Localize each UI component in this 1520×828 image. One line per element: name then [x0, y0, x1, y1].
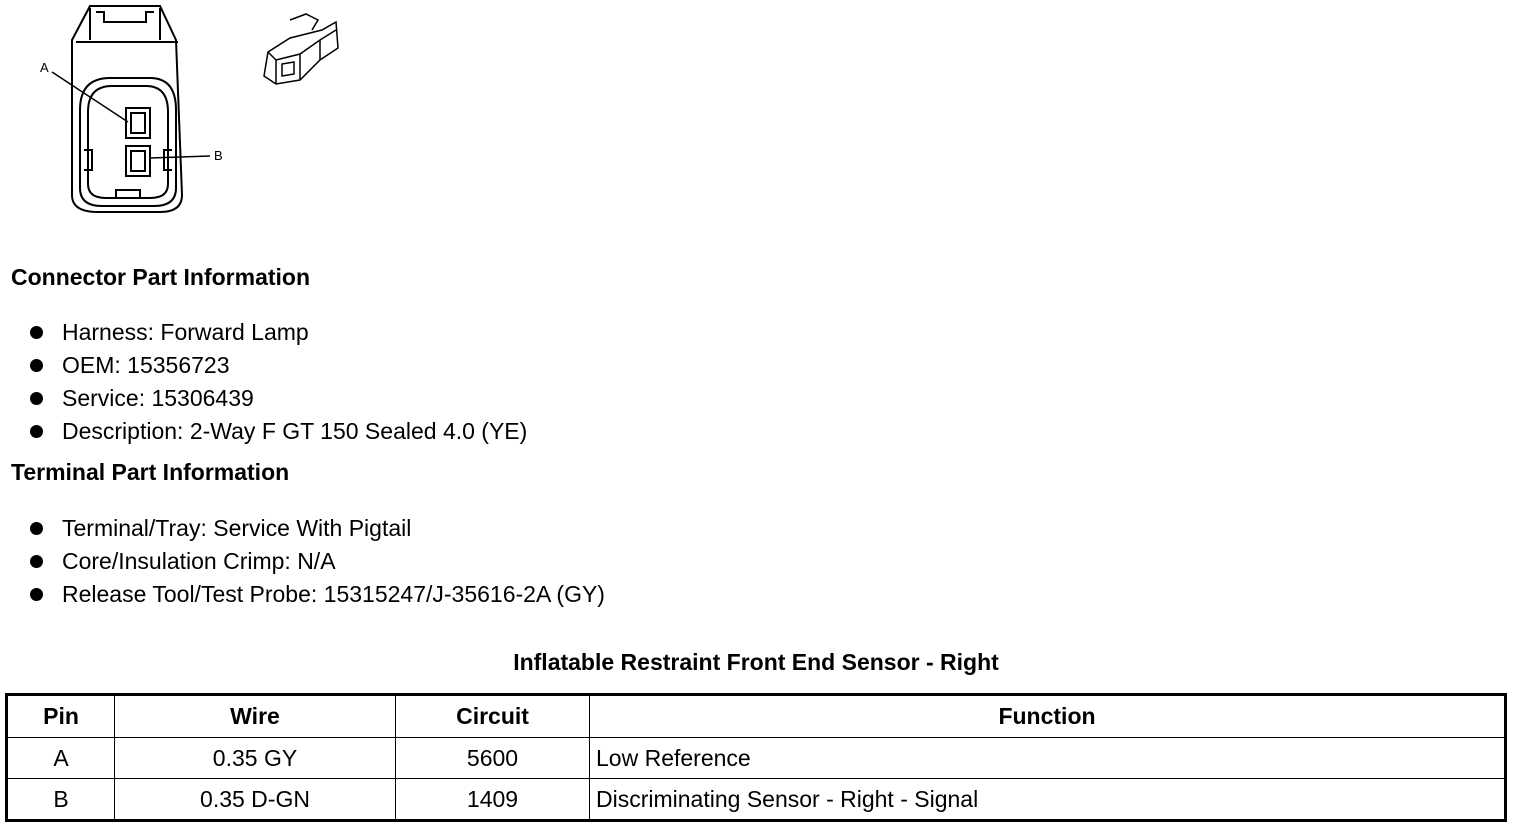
pin-column-header: Pin: [7, 695, 115, 738]
connector-info-heading: Connector Part Information: [11, 264, 311, 290]
table-header-row: [7, 695, 1506, 738]
function-column-header: Function: [590, 695, 1506, 738]
crimp-text: Core/Insulation Crimp: N/A: [62, 548, 336, 574]
pin-cell: B: [7, 779, 115, 821]
pin-cell: A: [7, 738, 115, 779]
list-item: [30, 349, 527, 382]
wire-cell: 0.35 D-GN: [115, 779, 396, 821]
bullet-icon: [30, 555, 43, 568]
function-cell: Discriminating Sensor - Right - Signal: [590, 779, 1506, 821]
bullet-icon: [30, 392, 43, 405]
pin-table: [5, 693, 1507, 822]
bullet-icon: [30, 425, 43, 438]
list-item: [30, 382, 527, 415]
bullet-icon: [30, 326, 43, 339]
list-item: [30, 578, 605, 611]
list-item: [30, 512, 605, 545]
wire-column-header: Wire: [115, 695, 396, 738]
bullet-icon: [30, 359, 43, 372]
list-item: [30, 545, 605, 578]
function-cell: Low Reference: [590, 738, 1506, 779]
connector-diagram: [0, 0, 360, 230]
bullet-icon: [30, 522, 43, 535]
cavity-a-label: A: [40, 60, 49, 75]
description-text: Description: 2-Way F GT 150 Sealed 4.0 (YE): [62, 418, 528, 444]
connector-isometric-icon: [264, 14, 338, 84]
connector-info-list: [30, 316, 527, 448]
cavity-b-label: B: [214, 148, 223, 163]
service-text: Service: 15306439: [62, 385, 254, 411]
terminal-info-list: [30, 512, 605, 611]
table-title: Inflatable Restraint Front End Sensor - Right: [513, 649, 999, 675]
circuit-cell: 1409: [396, 779, 590, 821]
bullet-icon: [30, 588, 43, 601]
oem-text: OEM: 15356723: [62, 352, 230, 378]
wire-cell: 0.35 GY: [115, 738, 396, 779]
table-row: [7, 779, 1506, 821]
list-item: [30, 316, 527, 349]
circuit-column-header: Circuit: [396, 695, 590, 738]
connector-face-drawing: [52, 6, 210, 212]
table-row: [7, 738, 1506, 779]
circuit-cell: 5600: [396, 738, 590, 779]
list-item: [30, 415, 527, 448]
terminal-info-heading: Terminal Part Information: [11, 459, 290, 485]
harness-text: Harness: Forward Lamp: [62, 319, 309, 345]
terminal-tray-text: Terminal/Tray: Service With Pigtail: [62, 515, 412, 541]
release-tool-text: Release Tool/Test Probe: 15315247/J-35616-2A (GY): [62, 581, 605, 607]
